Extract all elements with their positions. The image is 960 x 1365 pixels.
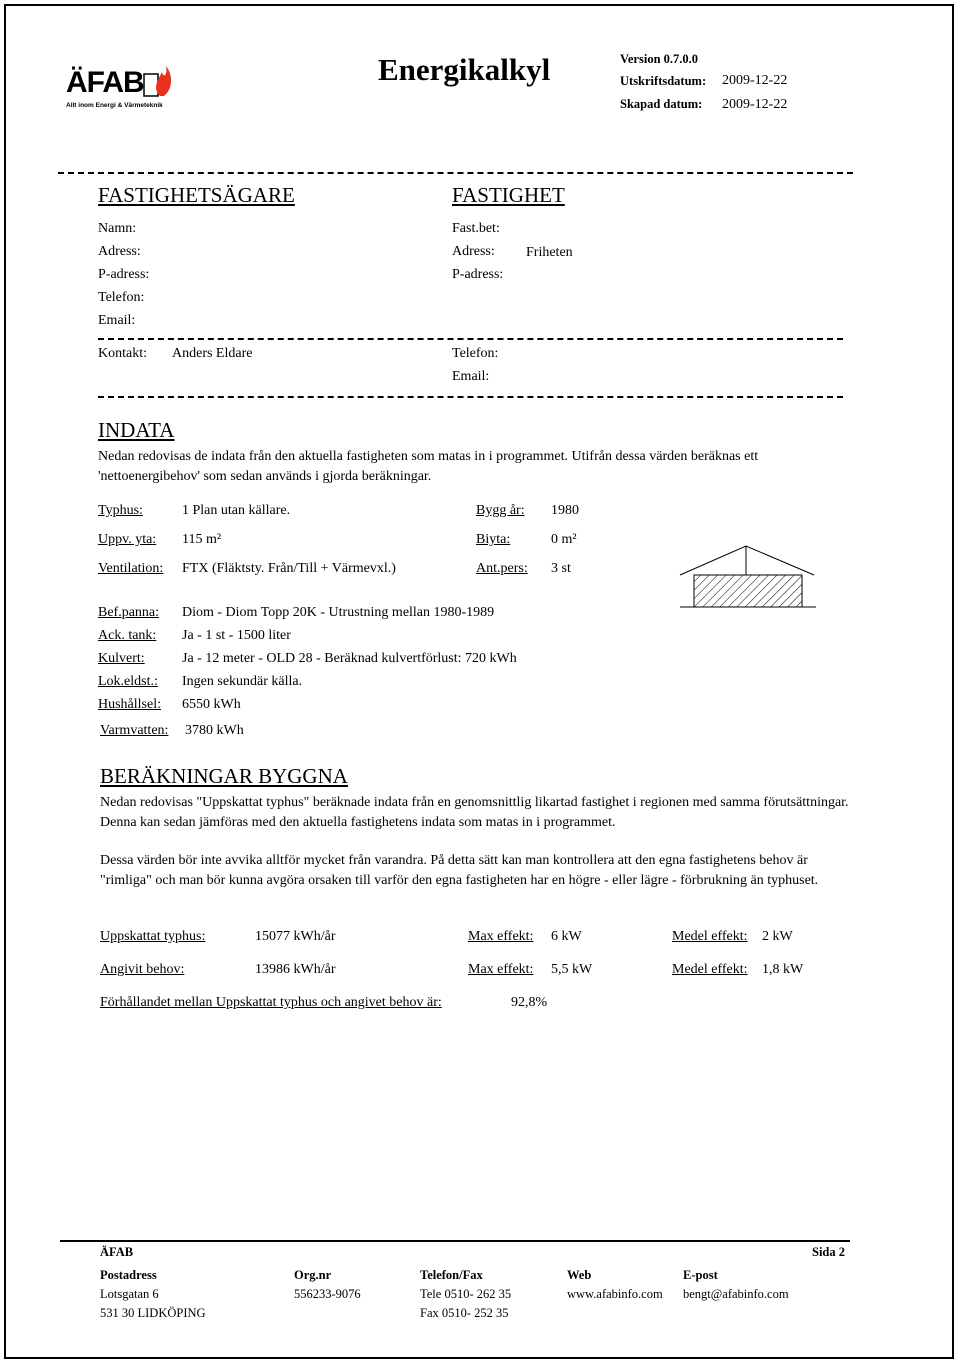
footer-tele: Tele 0510- 262 35: [420, 1287, 512, 1301]
contact-email-label: Email:: [452, 369, 490, 384]
uppv-value: 115 m²: [182, 532, 222, 547]
print-date-label: Utskriftsdatum:: [620, 74, 707, 88]
footer-postadress-label: Postadress: [100, 1268, 157, 1282]
ventilation-value: FTX (Fläktsty. Från/Till + Värmevxl.): [182, 561, 396, 576]
berakningar-heading: BERÄKNINGAR BYGGNA: [100, 764, 348, 788]
r2-med-value: 1,8 kW: [762, 962, 804, 977]
footer-fax: Fax 0510- 252 35: [420, 1306, 509, 1320]
varmvatten-label: Varmvatten:: [100, 723, 169, 738]
befpanna-label: Bef.panna:: [98, 605, 160, 620]
ventilation-label: Ventilation:: [98, 561, 164, 576]
hushallsel-value: 6550 kWh: [182, 697, 241, 712]
divider: [98, 338, 843, 340]
footer-web-link[interactable]: www.afabinfo.com: [567, 1287, 663, 1301]
divider: [58, 172, 853, 174]
owner-phone-label: Telefon:: [98, 290, 145, 305]
footer-orgnr: 556233-9076: [294, 1287, 361, 1301]
property-address-value: Friheten: [526, 245, 573, 260]
hushallsel-label: Hushållsel:: [98, 697, 161, 712]
acktank-value: Ja - 1 st - 1500 liter: [182, 628, 291, 643]
owner-address-label: Adress:: [98, 244, 141, 259]
r1-value: 15077 kWh/år: [255, 929, 336, 944]
owner-postal-label: P-adress:: [98, 267, 150, 282]
footer-telefax-label: Telefon/Fax: [420, 1268, 483, 1282]
footer-orgnr-label: Org.nr: [294, 1268, 332, 1282]
print-date: 2009-12-22: [722, 73, 788, 88]
r1-med-label: Medel effekt:: [672, 929, 748, 944]
document-title: Energikalkyl: [378, 52, 551, 87]
property-address-label: Adress:: [452, 244, 495, 259]
indata-description: Nedan redovisas de indata från den aktuella fastigheten som matas in i programmet. Utifrån dessa värden beräknas ett 'nettoenergibehov' som sedan används i gjorda beräkningar.: [98, 449, 759, 484]
footer-company: ÄFAB: [100, 1245, 134, 1259]
r1-max-label: Max effekt:: [468, 929, 534, 944]
owner-email-label: Email:: [98, 313, 136, 328]
footer-city: 531 30 LIDKÖPING: [100, 1306, 206, 1320]
befpanna-value: Diom - Diom Topp 20K - Utrustning mellan 1980-1989: [182, 605, 495, 620]
berakningar-para1: Nedan redovisas "Uppskattat typhus" beräknade indata från en genomsnittlig likartad fastighet i regionen med samma förutsättningar. Denna kan sedan jämföras med den aktuella fastighetens indata som matas in i programmet.: [100, 795, 849, 830]
berakningar-para2: Dessa värden bör inte avvika alltför mycket från varandra. På detta sätt kan man kontrollera att den egna fastighetens behov är "rimliga" och man bör kunna avgöra orsaken till varför den egna fastigheten har en högre - eller lägre - förbrukning än typhuset.: [100, 853, 819, 888]
lokeldst-value: Ingen sekundär källa.: [182, 674, 303, 689]
antpers-value: 3 st: [551, 561, 571, 576]
created-date-label: Skapad datum:: [620, 97, 703, 111]
property-heading: FASTIGHET: [452, 183, 565, 207]
property-fastbet-label: Fast.bet:: [452, 221, 500, 236]
kulvert-label: Kulvert:: [98, 651, 145, 666]
typhus-value: 1 Plan utan källare.: [182, 503, 291, 518]
logo-text: ÄFAB: [66, 66, 144, 99]
antpers-label: Ant.pers:: [476, 561, 528, 576]
contact-label: Kontakt:: [98, 346, 147, 361]
created-date: 2009-12-22: [722, 97, 788, 112]
byggar-label: Bygg år:: [476, 503, 525, 518]
contact-name: Anders Eldare: [172, 346, 253, 361]
property-postal-label: P-adress:: [452, 267, 504, 282]
r2-med-label: Medel effekt:: [672, 962, 748, 977]
varmvatten-value: 3780 kWh: [185, 723, 244, 738]
company-logo: [66, 62, 184, 114]
footer-epost-link[interactable]: bengt@afabinfo.com: [683, 1287, 789, 1301]
footer-page-number: Sida 2: [812, 1245, 846, 1259]
r2-label: Angivit behov:: [100, 962, 185, 977]
ratio-value: 92,8%: [511, 995, 548, 1010]
owner-name-label: Namn:: [98, 221, 137, 236]
lokeldst-label: Lok.eldst.:: [98, 674, 158, 689]
divider: [98, 396, 843, 398]
owner-heading: FASTIGHETSÄGARE: [98, 183, 295, 207]
r1-label: Uppskattat typhus:: [100, 929, 206, 944]
footer-web-label: Web: [567, 1268, 592, 1282]
uppv-label: Uppv. yta:: [98, 532, 157, 547]
r2-value: 13986 kWh/år: [255, 962, 336, 977]
logo-subtitle: Allt inom Energi & Värmeteknik: [66, 102, 163, 109]
biyta-value: 0 m²: [551, 532, 577, 547]
flame-icon: [142, 62, 174, 102]
byggar-value: 1980: [551, 503, 579, 518]
house-icon: [676, 540, 822, 612]
r1-med-value: 2 kW: [762, 929, 793, 944]
version-text: Version 0.7.0.0: [620, 52, 699, 66]
typhus-label: Typhus:: [98, 503, 143, 518]
footer-divider: [60, 1240, 850, 1242]
acktank-label: Ack. tank:: [98, 628, 157, 643]
footer-epost-label: E-post: [683, 1268, 718, 1282]
r2-max-value: 5,5 kW: [551, 962, 593, 977]
contact-phone-label: Telefon:: [452, 346, 499, 361]
r1-max-value: 6 kW: [551, 929, 582, 944]
kulvert-value: Ja - 12 meter - OLD 28 - Beräknad kulvertförlust: 720 kWh: [182, 651, 517, 666]
footer-street: Lotsgatan 6: [100, 1287, 159, 1301]
indata-heading: INDATA: [98, 418, 175, 442]
r2-max-label: Max effekt:: [468, 962, 534, 977]
biyta-label: Biyta:: [476, 532, 511, 547]
ratio-label: Förhållandet mellan Uppskattat typhus och angivet behov är:: [100, 995, 442, 1010]
